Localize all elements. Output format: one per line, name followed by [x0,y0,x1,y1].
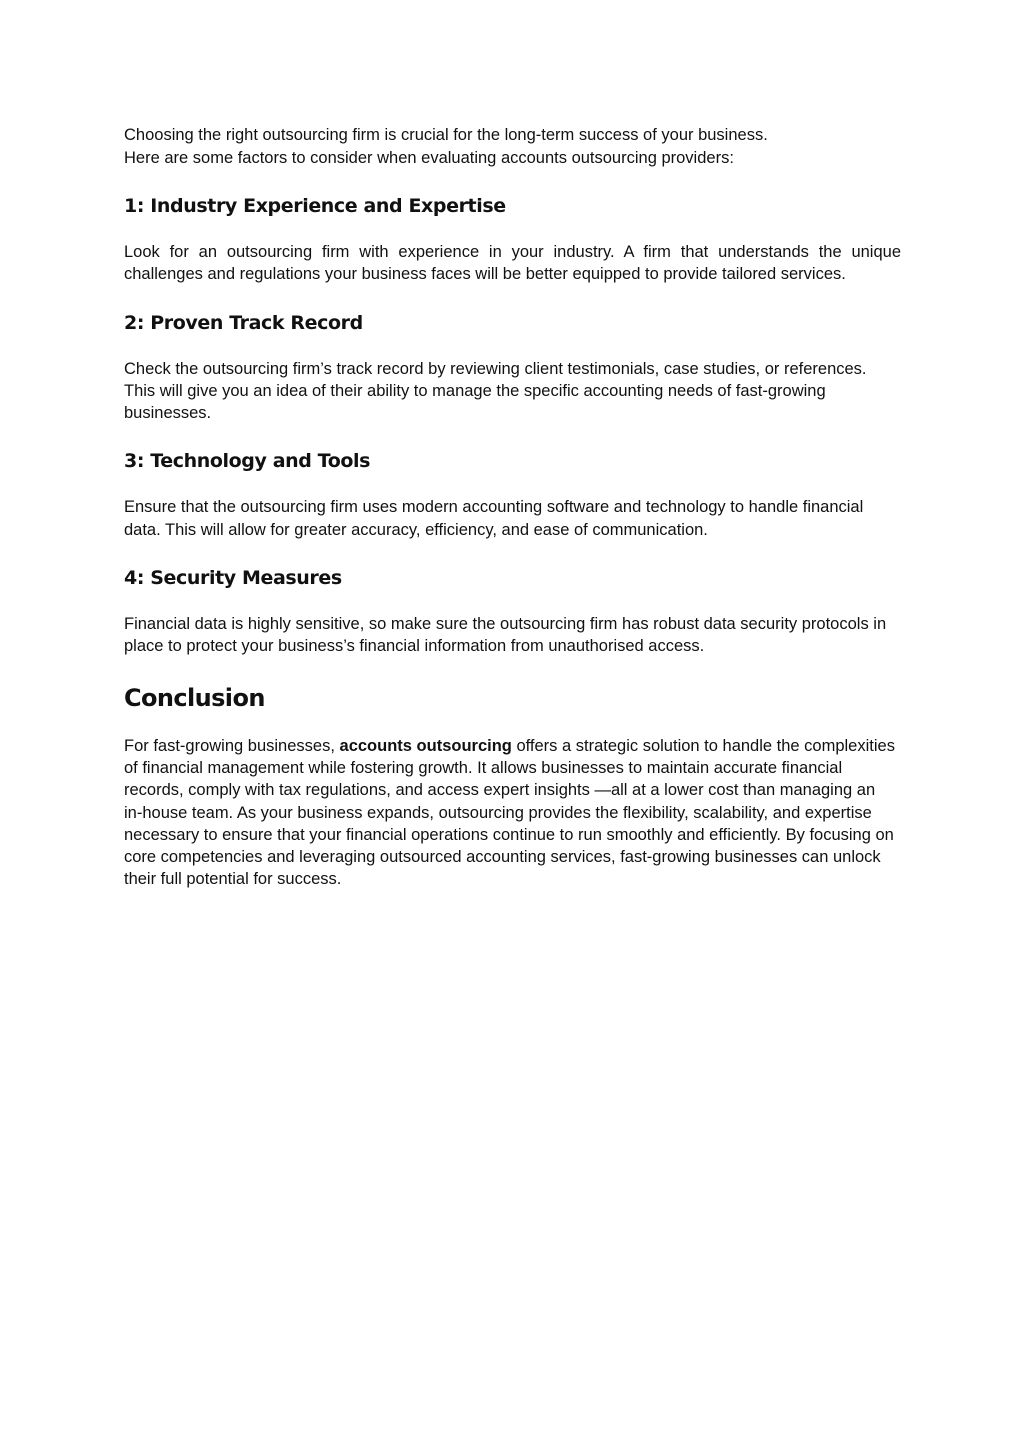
section-body-technology-tools: Ensure that the outsourcing firm uses modern accounting software and technology to handle financial data. This will allow for greater accuracy, efficiency, and ease of communication. [124,498,864,539]
conclusion-body-prefix: For fast-growing businesses, [124,736,340,755]
conclusion-body [124,735,896,891]
section-body-industry-experience: Look for an outsourcing firm with experience in your industry. A firm that understands the unique challenges and regulations your business faces will be better equipped to provide tailored services. [124,243,901,284]
conclusion-body-keyword: accounts outsourcing [339,736,512,755]
section-heading-industry-experience: 1: Industry Experience and Expertise [124,195,506,217]
section-heading-technology-tools: 3: Technology and Tools [124,450,371,473]
conclusion-heading: Conclusion [124,683,265,712]
section-heading-security-measures: 4: Security Measures [124,567,342,590]
section-heading-track-record: 2: Proven Track Record [124,311,363,334]
intro-paragraph [124,124,901,169]
intro-line-2: Here are some factors to consider when evaluating accounts outsourcing providers: [124,148,734,167]
section-body-track-record: Check the outsourcing firm’s track record by reviewing client testimonials, case studies, or references. This will give you an idea of their ability to manage the specific accounting needs of fast-growing businesses. [124,359,867,423]
intro-line-1: Choosing the right outsourcing firm is crucial for the long-term success of your business. [124,126,768,144]
section-body-security-measures: Financial data is highly sensitive, so make sure the outsourcing firm has robust data security protocols in place to protect your business’s financial information from unauthorised access. [124,615,887,656]
document-page [124,124,901,891]
conclusion-body-suffix: offers a strategic solution to handle the complexities of financial management while fostering growth. It allows businesses to maintain accurate financial records, comply with tax regulations, and access expert insights —all at a lower cost than managing an in-house team. As your business expands, outsourcing provides the flexibility, scalability, and expertise necessary to ensure that your financial operations continue to run smoothly and efficiently. By focusing on core competencies and leveraging outsourced accounting services, fast-growing businesses can unlock their full potential for success. [124,736,895,889]
